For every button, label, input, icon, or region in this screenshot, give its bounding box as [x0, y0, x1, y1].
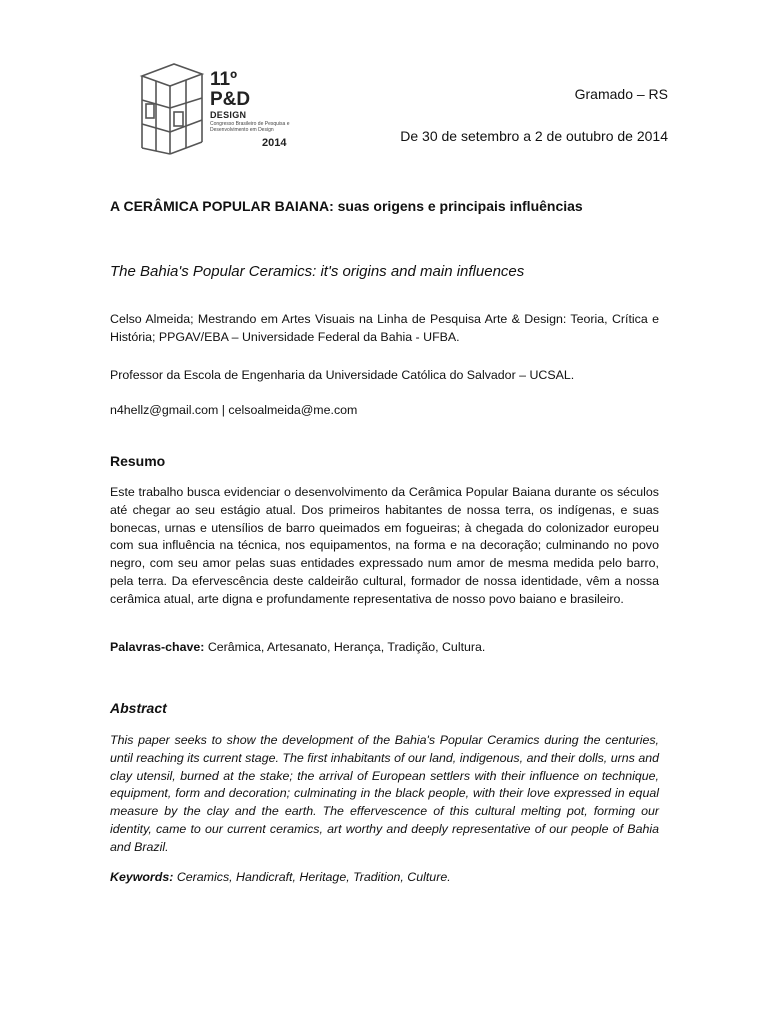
logo-year: 2014: [262, 137, 287, 149]
keywords-label: Keywords:: [110, 870, 174, 884]
author-info: Celso Almeida; Mestrando em Artes Visuais na Linha de Pesquisa Arte & Design: Teoria, Crítica e História; PPGAV/EBA – Universidade Federal da Bahia - UFBA.: [110, 312, 659, 344]
paper-title-english: The Bahia's Popular Ceramics: it's origins and main influences: [110, 263, 525, 280]
abstract-heading: Abstract: [110, 700, 167, 716]
resumo-text: Este trabalho busca evidenciar o desenvolvimento da Cerâmica Popular Baiana durante os séculos até chegar ao seu estágio atual. Dos primeiros habitantes de nossa terra, os indígenas, e suas bonecas, urnas e utensílios de barro queimados em fogueiras; à chegada do colonizador europeu com sua influência na técnica, nos equipamentos, na forma e na decoração; culminando no povo negro, com seu amor pelas suas entidades expressado num amor de mesma medida pelo barro, pela terra. Da efervescência deste caldeirão cultural, formador de nossa identidade, vêm a nossa cerâmica atual, arte digna e profundamente representativa de nosso povo baiano e brasileiro.: [110, 485, 659, 606]
paper-title: A CERÂMICA POPULAR BAIANA: suas origens e principais influências: [110, 198, 583, 214]
resumo-heading: Resumo: [110, 453, 166, 469]
logo-name: P&D: [210, 89, 251, 110]
palavras-chave-label: Palavras-chave:: [110, 640, 205, 654]
palavras-chave: [110, 639, 659, 657]
author-affiliation: Professor da Escola de Engenharia da Universidade Católica do Salvador – UCSAL.: [110, 368, 575, 382]
keywords: [110, 869, 659, 887]
abstract-text: This paper seeks to show the development of the Bahia's Popular Ceramics during the centuries, until reaching its current stage. The first inhabitants of our land, indigenous, and their dolls, urns and clay utensil, burned at the stake; the arrival of European settlers with their influence on technique, equipment, form and decoration; culminating in the black people, with their love expressed in equal measure by the clay and the earth. The effervescence of this cultural melting pot, forming our identity, came to our current ceramics, art worthy and deeply representative of our people of Bahia and Brazil.: [110, 733, 659, 854]
conference-dates: De 30 de setembro a 2 de outubro de 2014: [400, 128, 668, 144]
conference-place: Gramado – RS: [574, 86, 668, 102]
conference-logo: [134, 56, 294, 156]
logo-edition: 11º: [210, 69, 238, 90]
author-email: n4hellz@gmail.com | celsoalmeida@me.com: [110, 403, 358, 417]
palavras-chave-list: Cerâmica, Artesanato, Herança, Tradição, Cultura.: [207, 640, 486, 654]
logo-subtitle: Congresso Brasileiro de Pesquisa e Desenvolvimento em Design: [210, 121, 290, 133]
logo-design: DESIGN: [210, 110, 247, 120]
cube-logo-icon: [134, 56, 208, 156]
keywords-list: Ceramics, Handicraft, Heritage, Tradition, Culture.: [176, 870, 451, 884]
